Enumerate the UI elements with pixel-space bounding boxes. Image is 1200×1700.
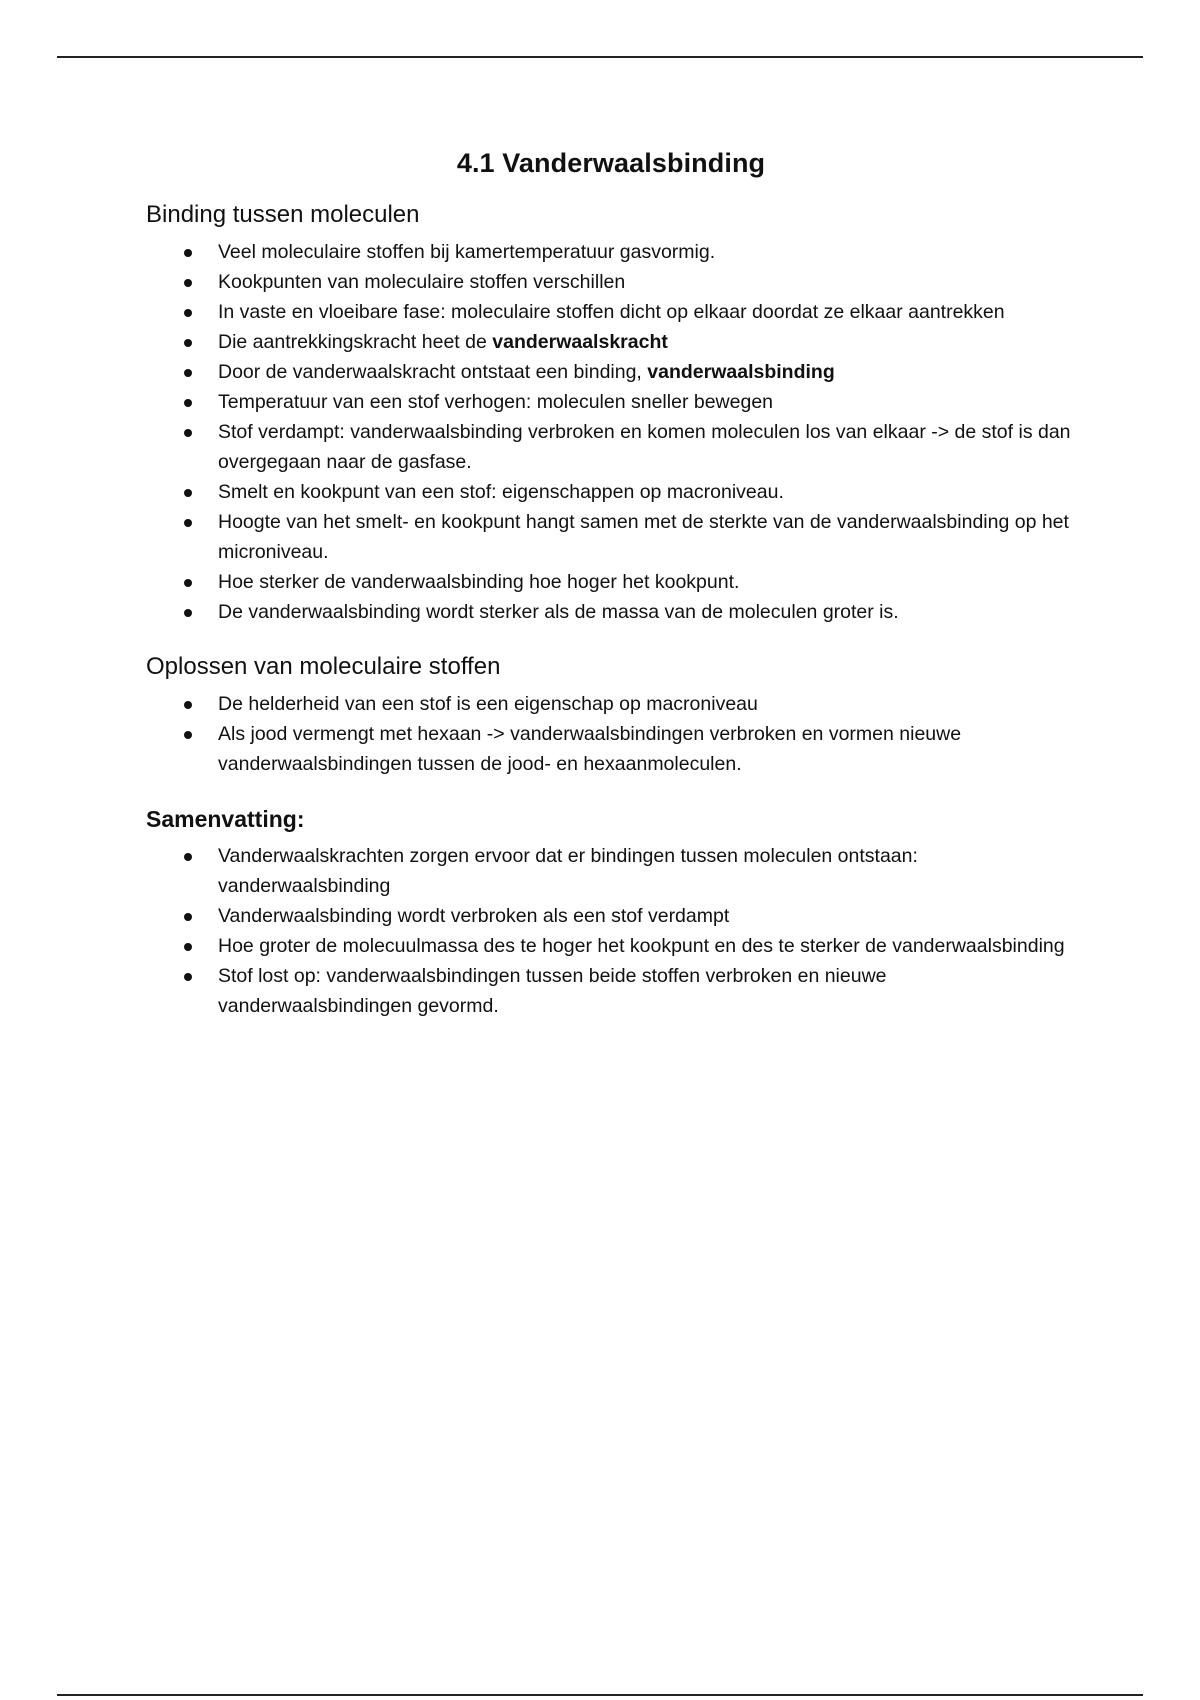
list-item: Stof verdampt: vanderwaalsbinding verbroken en komen moleculen los van elkaar -> de stof is dan overgegaan naar de gasfase. <box>146 417 1076 477</box>
bullet-list-binding <box>146 237 1076 627</box>
bullet-icon <box>184 339 192 347</box>
bullet-icon <box>184 943 192 951</box>
bold-term: vanderwaalsbinding <box>647 361 835 383</box>
list-item: Stof lost op: vanderwaalsbindingen tussen beide stoffen verbroken en nieuwe vanderwaalsbindingen gevormd. <box>146 961 1076 1021</box>
bullet-icon <box>184 369 192 377</box>
list-item: Door de vanderwaalskracht ontstaat een binding, vanderwaalsbinding <box>146 357 1076 387</box>
document-body <box>146 148 1076 1045</box>
bullet-icon <box>184 973 192 981</box>
list-item: Vanderwaalskrachten zorgen ervoor dat er bindingen tussen moleculen ontstaan: vanderwaalsbinding <box>146 841 1076 901</box>
list-item: Smelt en kookpunt van een stof: eigenschappen op macroniveau. <box>146 477 1076 507</box>
bullet-icon <box>184 249 192 257</box>
list-item: Kookpunten van moleculaire stoffen verschillen <box>146 267 1076 297</box>
bullet-icon <box>184 309 192 317</box>
list-item: Die aantrekkingskracht heet de vanderwaalskracht <box>146 327 1076 357</box>
list-item: Hoe sterker de vanderwaalsbinding hoe hoger het kookpunt. <box>146 567 1076 597</box>
list-item: Veel moleculaire stoffen bij kamertemperatuur gasvormig. <box>146 237 1076 267</box>
bullet-icon <box>184 913 192 921</box>
page-title: 4.1 Vanderwaalsbinding <box>456 148 766 178</box>
list-item: Hoogte van het smelt- en kookpunt hangt samen met de sterkte van de vanderwaalsbinding op het microniveau. <box>146 507 1076 567</box>
list-item: Temperatuur van een stof verhogen: moleculen sneller bewegen <box>146 387 1076 417</box>
section-heading-oplossen: Oplossen van moleculaire stoffen <box>146 653 501 680</box>
bullet-list-samenvatting <box>146 841 1076 1021</box>
top-rule <box>57 56 1143 58</box>
bullet-icon <box>184 519 192 527</box>
bullet-icon <box>184 609 192 617</box>
bullet-icon <box>184 853 192 861</box>
bold-term: vanderwaalskracht <box>492 331 668 353</box>
bottom-rule <box>57 1694 1143 1696</box>
list-item: In vaste en vloeibare fase: moleculaire stoffen dicht op elkaar doordat ze elkaar aantrekken <box>146 297 1076 327</box>
bullet-icon <box>184 489 192 497</box>
bullet-icon <box>184 701 192 709</box>
section-heading-samenvatting: Samenvatting: <box>146 806 305 832</box>
bullet-icon <box>184 579 192 587</box>
list-item: De helderheid van een stof is een eigenschap op macroniveau <box>146 689 1076 719</box>
section-heading-binding: Binding tussen moleculen <box>146 201 420 228</box>
bullet-icon <box>184 399 192 407</box>
bullet-icon <box>184 731 192 739</box>
bullet-list-oplossen <box>146 689 1076 779</box>
list-item: Als jood vermengt met hexaan -> vanderwaalsbindingen verbroken en vormen nieuwe vanderwaalsbindingen tussen de jood- en hexaanmoleculen. <box>146 719 1076 779</box>
list-item: Hoe groter de molecuulmassa des te hoger het kookpunt en des te sterker de vanderwaalsbinding <box>146 931 1076 961</box>
list-item: De vanderwaalsbinding wordt sterker als de massa van de moleculen groter is. <box>146 597 1076 627</box>
bullet-icon <box>184 429 192 437</box>
list-item: Vanderwaalsbinding wordt verbroken als een stof verdampt <box>146 901 1076 931</box>
bullet-icon <box>184 279 192 287</box>
